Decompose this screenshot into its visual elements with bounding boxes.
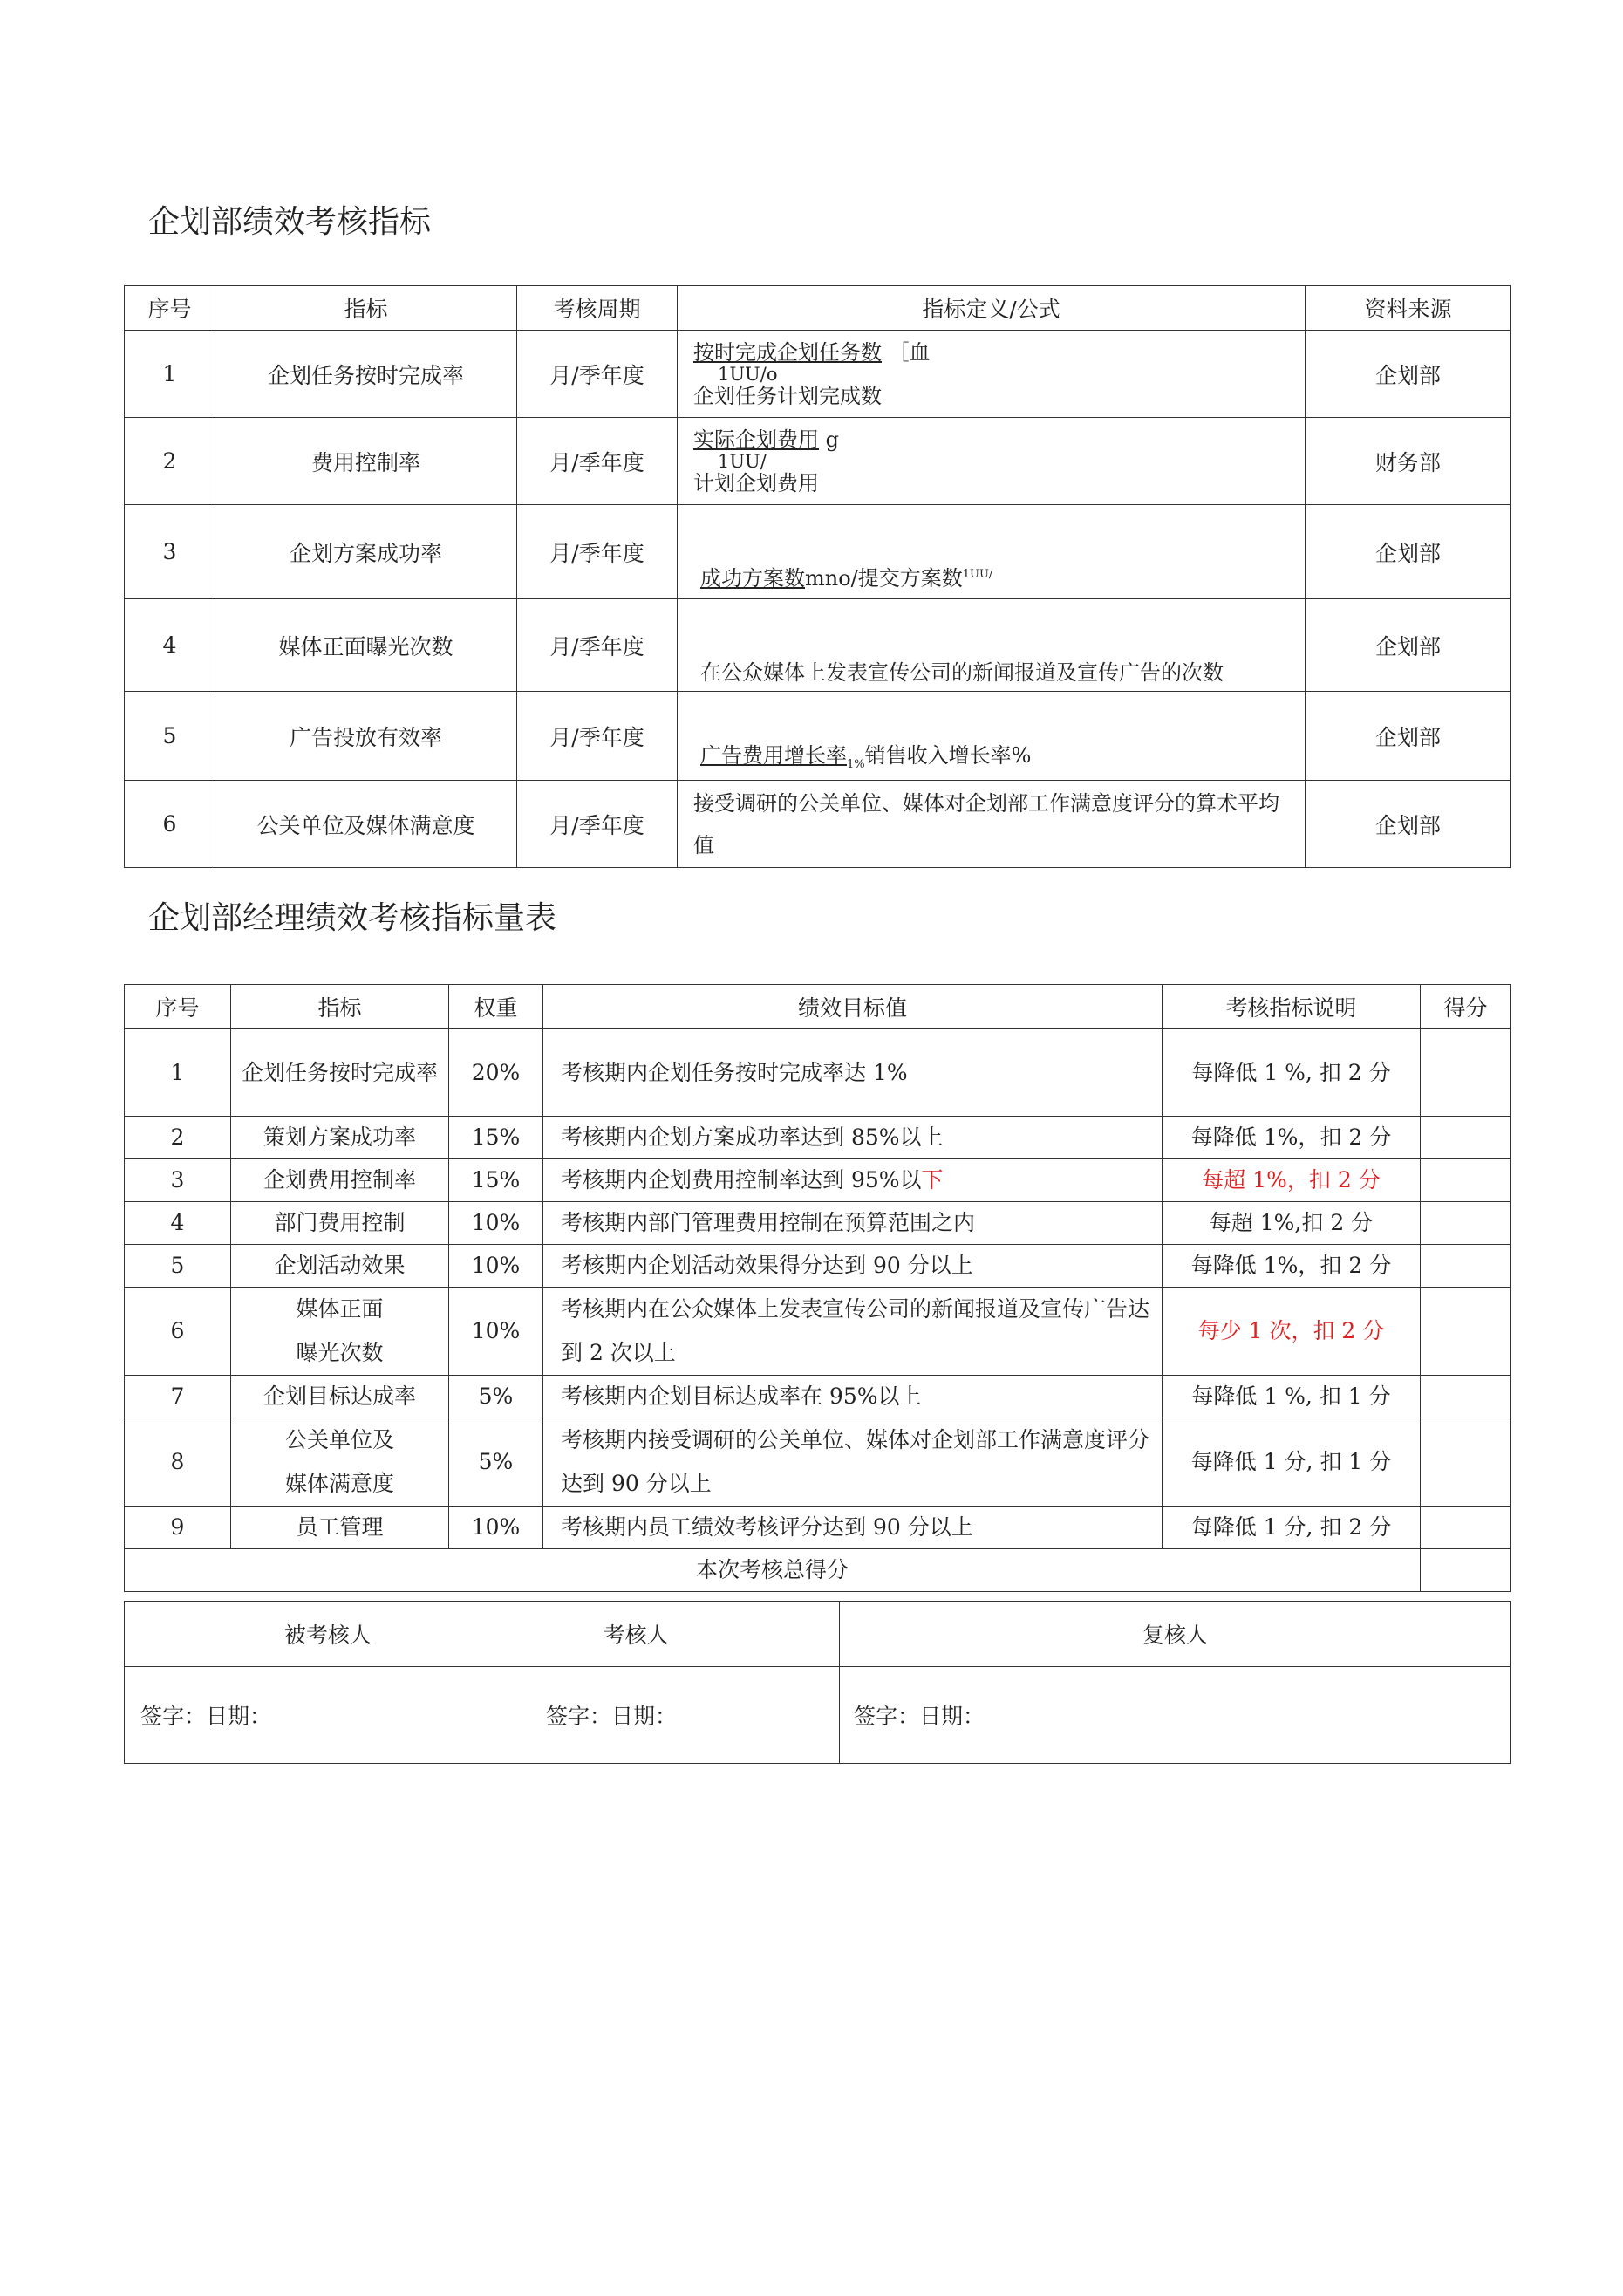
row-description: 每降低 1 %, 扣 1 分 bbox=[1163, 1376, 1421, 1418]
col-header-source: 资料来源 bbox=[1306, 286, 1511, 331]
row-formula bbox=[678, 331, 1306, 418]
row-target: 考核期内员工绩效考核评分达到 90 分以上 bbox=[543, 1507, 1163, 1549]
table-row bbox=[125, 1159, 1511, 1202]
row-no: 9 bbox=[125, 1507, 231, 1549]
row-no: 5 bbox=[125, 692, 215, 781]
row-formula: 接受调研的公关单位、媒体对企划部工作满意度评分的算术平均值 bbox=[678, 781, 1306, 868]
indicator-line-2: 媒体满意度 bbox=[284, 1471, 394, 1496]
row-weight: 15% bbox=[449, 1159, 543, 1202]
row-no: 3 bbox=[125, 1159, 231, 1202]
row-description: 每降低 1%，扣 2 分 bbox=[1163, 1117, 1421, 1159]
row-source: 财务部 bbox=[1306, 418, 1511, 505]
row-score[interactable] bbox=[1421, 1202, 1511, 1245]
table-row bbox=[125, 331, 1511, 418]
table-header-row bbox=[125, 286, 1511, 331]
row-target: 考核期内企划方案成功率达到 85%以上 bbox=[543, 1117, 1163, 1159]
section-title: 企划部经理绩效考核指标量表 bbox=[148, 900, 557, 936]
row-target bbox=[543, 1159, 1163, 1202]
table-row bbox=[125, 781, 1511, 868]
row-weight: 5% bbox=[449, 1376, 543, 1418]
row-indicator: 策划方案成功率 bbox=[231, 1117, 449, 1159]
row-weight: 10% bbox=[449, 1245, 543, 1288]
row-source: 企划部 bbox=[1306, 505, 1511, 599]
table-row bbox=[125, 1288, 1511, 1376]
row-no: 6 bbox=[125, 781, 215, 868]
examinee-label: 被考核人 bbox=[283, 1623, 372, 1648]
signature-header-row bbox=[125, 1602, 1511, 1667]
examinee-signature[interactable]: 签字：日期： bbox=[140, 1704, 272, 1729]
row-no: 8 bbox=[125, 1418, 231, 1507]
row-score[interactable] bbox=[1421, 1507, 1511, 1549]
row-indicator: 员工管理 bbox=[231, 1507, 449, 1549]
formula-numerator: 实际企划费用 bbox=[693, 427, 819, 452]
row-period: 月/季年度 bbox=[517, 781, 678, 868]
formula-tail: ［血 bbox=[888, 339, 931, 365]
row-formula bbox=[678, 692, 1306, 781]
row-period: 月/季年度 bbox=[517, 505, 678, 599]
formula-denominator: 企划任务计划完成数 bbox=[693, 383, 882, 408]
row-period: 月/季年度 bbox=[517, 418, 678, 505]
table-row bbox=[125, 692, 1511, 781]
row-no: 2 bbox=[125, 418, 215, 505]
row-no: 3 bbox=[125, 505, 215, 599]
page-title: 企划部绩效考核指标 bbox=[148, 204, 432, 240]
total-row bbox=[125, 1549, 1511, 1592]
signature-fields bbox=[125, 1667, 840, 1764]
row-weight: 5% bbox=[449, 1418, 543, 1507]
row-target: 考核期内在公众媒体上发表宣传公司的新闻报道及宣传广告达到 2 次以上 bbox=[543, 1288, 1163, 1376]
col-header-indicator: 指标 bbox=[215, 286, 517, 331]
row-description: 每降低 1 分, 扣 2 分 bbox=[1163, 1507, 1421, 1549]
row-description: 每降低 1 %, 扣 2 分 bbox=[1163, 1029, 1421, 1117]
row-target: 考核期内接受调研的公关单位、媒体对企划部工作满意度评分达到 90 分以上 bbox=[543, 1418, 1163, 1507]
row-indicator: 企划任务按时完成率 bbox=[215, 331, 517, 418]
indicator-line-1: 媒体正面 bbox=[296, 1296, 384, 1322]
row-no: 4 bbox=[125, 1202, 231, 1245]
table-row bbox=[125, 1202, 1511, 1245]
signature-roles bbox=[125, 1602, 840, 1667]
reviewer-label: 复核人 bbox=[840, 1602, 1511, 1667]
table-row bbox=[125, 599, 1511, 692]
row-period: 月/季年度 bbox=[517, 599, 678, 692]
row-indicator: 企划任务按时完成率 bbox=[231, 1029, 449, 1117]
row-description: 每少 1 次，扣 2 分 bbox=[1163, 1288, 1421, 1376]
row-target: 考核期内企划活动效果得分达到 90 分以上 bbox=[543, 1245, 1163, 1288]
table-row bbox=[125, 1376, 1511, 1418]
row-score[interactable] bbox=[1421, 1245, 1511, 1288]
col-header-score: 得分 bbox=[1421, 985, 1511, 1029]
row-weight: 10% bbox=[449, 1288, 543, 1376]
row-description: 每超 1%，扣 2 分 bbox=[1163, 1159, 1421, 1202]
reviewer-signature[interactable]: 签字：日期： bbox=[840, 1667, 1511, 1764]
table-row bbox=[125, 1418, 1511, 1507]
table-row bbox=[125, 1117, 1511, 1159]
row-target: 考核期内部门管理费用控制在预算范围之内 bbox=[543, 1202, 1163, 1245]
table-row bbox=[125, 1507, 1511, 1549]
target-text: 考核期内企划费用控制率达到 95%以 bbox=[561, 1167, 922, 1192]
row-description: 每超 1%,扣 2 分 bbox=[1163, 1202, 1421, 1245]
formula-part-b: mno/提交方案数 bbox=[805, 566, 963, 591]
table-row bbox=[125, 1245, 1511, 1288]
row-description: 每降低 1%，扣 2 分 bbox=[1163, 1245, 1421, 1288]
kpi-table bbox=[124, 285, 1511, 868]
row-target: 考核期内企划目标达成率在 95%以上 bbox=[543, 1376, 1163, 1418]
table-row bbox=[125, 418, 1511, 505]
row-indicator: 企划方案成功率 bbox=[215, 505, 517, 599]
table-row bbox=[125, 1029, 1511, 1117]
row-formula bbox=[678, 505, 1306, 599]
row-no: 4 bbox=[125, 599, 215, 692]
row-no: 7 bbox=[125, 1376, 231, 1418]
examiner-signature[interactable]: 签字：日期： bbox=[546, 1704, 678, 1729]
formula-multiplier: 1UU/o bbox=[718, 363, 778, 385]
row-formula bbox=[678, 418, 1306, 505]
col-header-formula: 指标定义/公式 bbox=[678, 286, 1306, 331]
row-no: 1 bbox=[125, 331, 215, 418]
row-indicator: 广告投放有效率 bbox=[215, 692, 517, 781]
row-formula: 在公众媒体上发表宣传公司的新闻报道及宣传广告的次数 bbox=[678, 599, 1306, 692]
row-score[interactable] bbox=[1421, 1029, 1511, 1117]
formula-tail: g bbox=[825, 427, 840, 452]
row-score[interactable] bbox=[1421, 1418, 1511, 1507]
total-score-label: 本次考核总得分 bbox=[125, 1549, 1421, 1592]
row-period: 月/季年度 bbox=[517, 692, 678, 781]
formula-multiplier: 1UU/ bbox=[718, 450, 767, 472]
row-indicator bbox=[231, 1418, 449, 1507]
row-weight: 15% bbox=[449, 1117, 543, 1159]
row-score[interactable] bbox=[1421, 1159, 1511, 1202]
col-header-indicator: 指标 bbox=[231, 985, 449, 1029]
row-indicator: 公关单位及媒体满意度 bbox=[215, 781, 517, 868]
signature-body-row bbox=[125, 1667, 1511, 1764]
formula-part-c: 1UU/ bbox=[962, 568, 993, 581]
row-score[interactable] bbox=[1421, 1288, 1511, 1376]
row-no: 2 bbox=[125, 1117, 231, 1159]
table-row bbox=[125, 505, 1511, 599]
formula-denominator: 计划企划费用 bbox=[693, 470, 819, 495]
manager-kpi-table bbox=[124, 984, 1511, 1592]
formula-part-c: 销售收入增长率% bbox=[864, 743, 1032, 769]
row-source: 企划部 bbox=[1306, 599, 1511, 692]
row-source: 企划部 bbox=[1306, 692, 1511, 781]
row-score[interactable] bbox=[1421, 1117, 1511, 1159]
col-header-no: 序号 bbox=[125, 985, 231, 1029]
row-indicator: 媒体正面曝光次数 bbox=[215, 599, 517, 692]
row-weight: 20% bbox=[449, 1029, 543, 1117]
row-no: 5 bbox=[125, 1245, 231, 1288]
col-header-weight: 权重 bbox=[449, 985, 543, 1029]
examiner-label: 考核人 bbox=[603, 1623, 669, 1648]
row-target: 考核期内企划任务按时完成率达 1% bbox=[543, 1029, 1163, 1117]
row-no: 1 bbox=[125, 1029, 231, 1117]
table-header-row bbox=[125, 985, 1511, 1029]
row-no: 6 bbox=[125, 1288, 231, 1376]
row-indicator: 部门费用控制 bbox=[231, 1202, 449, 1245]
col-header-no: 序号 bbox=[125, 286, 215, 331]
row-indicator: 企划费用控制率 bbox=[231, 1159, 449, 1202]
formula-part-b: 1% bbox=[847, 758, 865, 771]
row-indicator: 费用控制率 bbox=[215, 418, 517, 505]
formula-part-a: 成功方案数 bbox=[700, 566, 805, 591]
row-source: 企划部 bbox=[1306, 331, 1511, 418]
formula-part-a: 广告费用增长率 bbox=[700, 743, 847, 769]
row-score[interactable] bbox=[1421, 1376, 1511, 1418]
signature-table bbox=[124, 1601, 1511, 1764]
row-period: 月/季年度 bbox=[517, 331, 678, 418]
row-indicator: 企划目标达成率 bbox=[231, 1376, 449, 1418]
row-source: 企划部 bbox=[1306, 781, 1511, 868]
row-description: 每降低 1 分, 扣 1 分 bbox=[1163, 1418, 1421, 1507]
row-weight: 10% bbox=[449, 1202, 543, 1245]
formula-numerator: 按时完成企划任务数 bbox=[693, 339, 882, 365]
target-text-highlight: 下 bbox=[921, 1167, 944, 1192]
indicator-line-1: 公关单位及 bbox=[284, 1427, 394, 1452]
row-weight: 10% bbox=[449, 1507, 543, 1549]
col-header-target: 绩效目标值 bbox=[543, 985, 1163, 1029]
total-score-value[interactable] bbox=[1421, 1549, 1511, 1592]
indicator-line-2: 曝光次数 bbox=[296, 1340, 384, 1365]
row-indicator: 企划活动效果 bbox=[231, 1245, 449, 1288]
row-indicator bbox=[231, 1288, 449, 1376]
col-header-period: 考核周期 bbox=[517, 286, 678, 331]
col-header-description: 考核指标说明 bbox=[1163, 985, 1421, 1029]
